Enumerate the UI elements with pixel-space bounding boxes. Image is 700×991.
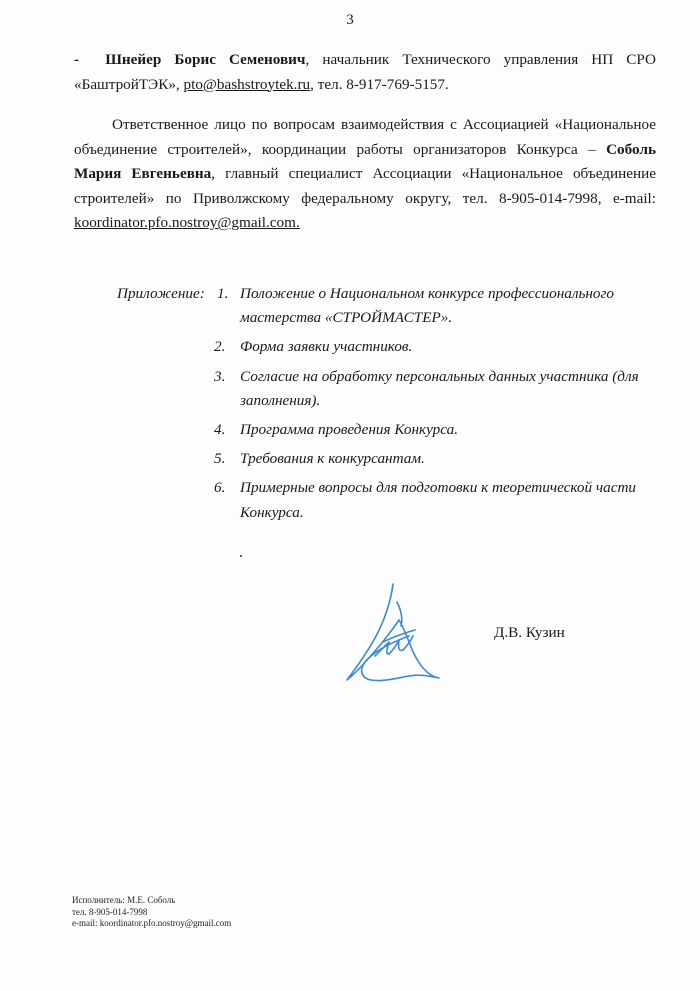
contact-1-phone: , тел. 8-917-769-5157. [310,75,449,93]
contact-2-role: , главный специалист Ассоциации «Национальное объединение строителей» по Приволжскому федеральному округу, тел. 8-905-014-7998, e-mail: [74,165,656,207]
attachment-item [117,476,657,524]
stray-mark [240,555,242,557]
contact-1-name: Шнейер Борис Семенович [105,51,306,68]
attachments-list [117,282,657,530]
footer-email: e-mail: koordinator.pfo.nostroy@gmail.com [72,918,232,928]
attachment-item [117,418,657,442]
attachment-item [117,447,657,471]
attachments-label: Приложение: [117,285,205,302]
footer-phone: тел. 8-905-014-7998 [72,906,148,917]
page-number: 3 [346,12,354,28]
contact-2-email-link[interactable]: koordinator.pfo.nostroy@gmail.com. [74,214,300,231]
footer-executor-info [72,895,231,930]
attachment-text: Примерные вопросы для подготовки к теоретической части Конкурса. [240,479,637,521]
contact-1-role: , начальник Технического управления НП СРО «БаштройТЭК», [74,51,656,93]
contact-2-intro: Ответственное лицо по вопросам взаимодействия с Ассоциацией «Национальное объединение строителей», координации работы организаторов Конкурса – [74,116,656,158]
attachment-item [117,282,657,330]
contact-2-name: Соболь Мария Евгеньевна [74,140,656,182]
footer-executor: Исполнитель: М.Е. Соболь [72,895,176,905]
attachment-text: Форма заявки участников. [240,338,413,356]
attachment-number: 3. [214,367,226,385]
contact-1-dash: - [74,51,80,68]
contact-paragraph-2 [74,113,656,236]
attachment-number: 2. [214,338,226,356]
handwritten-signature [335,580,445,685]
attachment-item [117,335,657,359]
attachment-number: 4. [214,421,226,439]
attachment-number: 5. [214,450,226,468]
attachment-text: Программа проведения Конкурса. [240,421,458,439]
attachment-text: Положение о Национальном конкурсе профессионального мастерства «СТРОЙМАСТЕР». [240,285,615,327]
attachment-number: 1. [217,285,229,302]
attachment-text: Согласие на обработку персональных данных участника (для заполнения). [240,367,639,409]
attachment-item [117,365,657,413]
contact-paragraph-1 [74,48,656,97]
attachment-text: Требования к конкурсантам. [240,450,425,468]
signer-name: Д.В. Кузин [494,624,565,641]
contact-1-email-link[interactable]: pto@bashstroytek.ru [183,75,311,93]
attachment-number: 6. [214,479,226,497]
